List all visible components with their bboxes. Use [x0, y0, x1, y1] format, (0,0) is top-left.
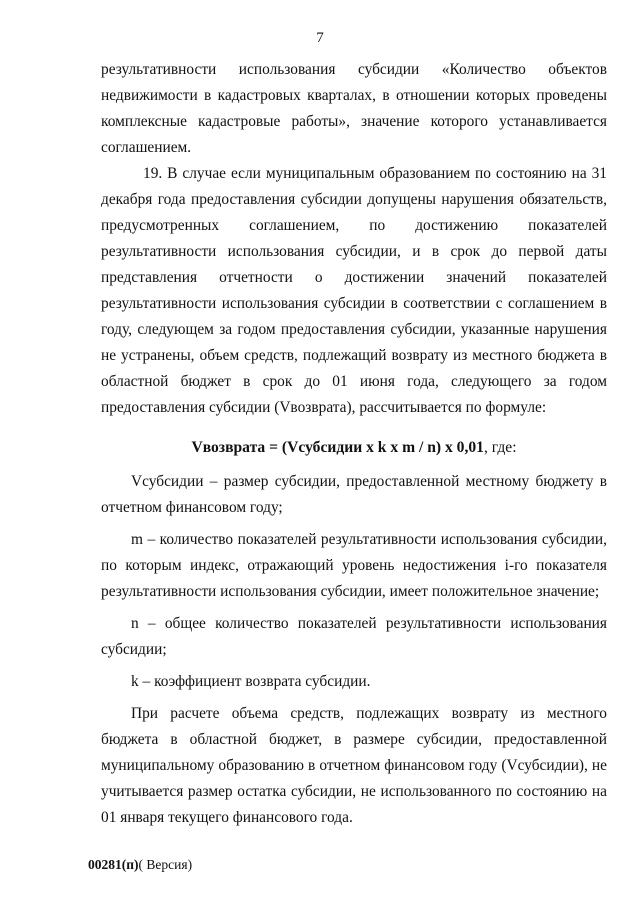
definition-k: k – коэффициент возврата субсидии.: [131, 673, 371, 690]
formula-expression: Vвозврата = (Vсубсидии x k x m / n) x 0,01: [191, 439, 484, 456]
formula-suffix: , где:: [483, 439, 517, 456]
footer-label: ( Версия): [138, 857, 193, 872]
paragraph-continuation: результативности использования субсидии «Количество объектов недвижимости в кадастровых кварталах, в отношении которых проведены комплексные кадастровые работы», значение которого устанавливается соглашением.: [101, 61, 607, 156]
paragraph-19: 19. В случае если муниципальным образованием по состоянию на 31 декабря года предоставления субсидии допущены нарушения обязательств, предусмотренных соглашением, по достижению показателей результативности использования субсидии, и в срок до первой даты представления отчетности о достижении значений показателей результативности использования субсидии в соответствии с соглашением в году, следующем за годом предоставления субсидии, указанные нарушения не устранены, объем средств, подлежащий возврату из местного бюджета в областной бюджет в срок до 01 июня года, следующего за годом предоставления субсидии (Vвозврата), рассчитывается по формуле:: [101, 165, 607, 416]
definition-n: n – общее количество показателей результативности использования субсидии;: [101, 615, 607, 658]
formula: [101, 435, 607, 461]
definition-vsubsidii: Vсубсидии – размер субсидии, предоставленной местному бюджету в отчетном финансовом году;: [101, 473, 607, 516]
page-number: 7: [316, 30, 324, 46]
definition-m: m – количество показателей результативности использования субсидии, по которым индекс, отражающий уровень недостижения i-го показателя результативности использования субсидии, имеет положительное значение;: [101, 531, 607, 600]
footer-code: 00281(п): [88, 857, 139, 872]
closing-paragraph: При расчете объема средств, подлежащих возврату из местного бюджета в областной бюджет, в размере субсидии, предоставленной муниципальному образованию в отчетном финансовом году (Vсубсидии), не учитывается размер остатка субсидии, не использованного по состоянию на 01 января текущего финансового года.: [101, 705, 607, 826]
footer: [88, 857, 192, 873]
document-body: [101, 57, 607, 831]
